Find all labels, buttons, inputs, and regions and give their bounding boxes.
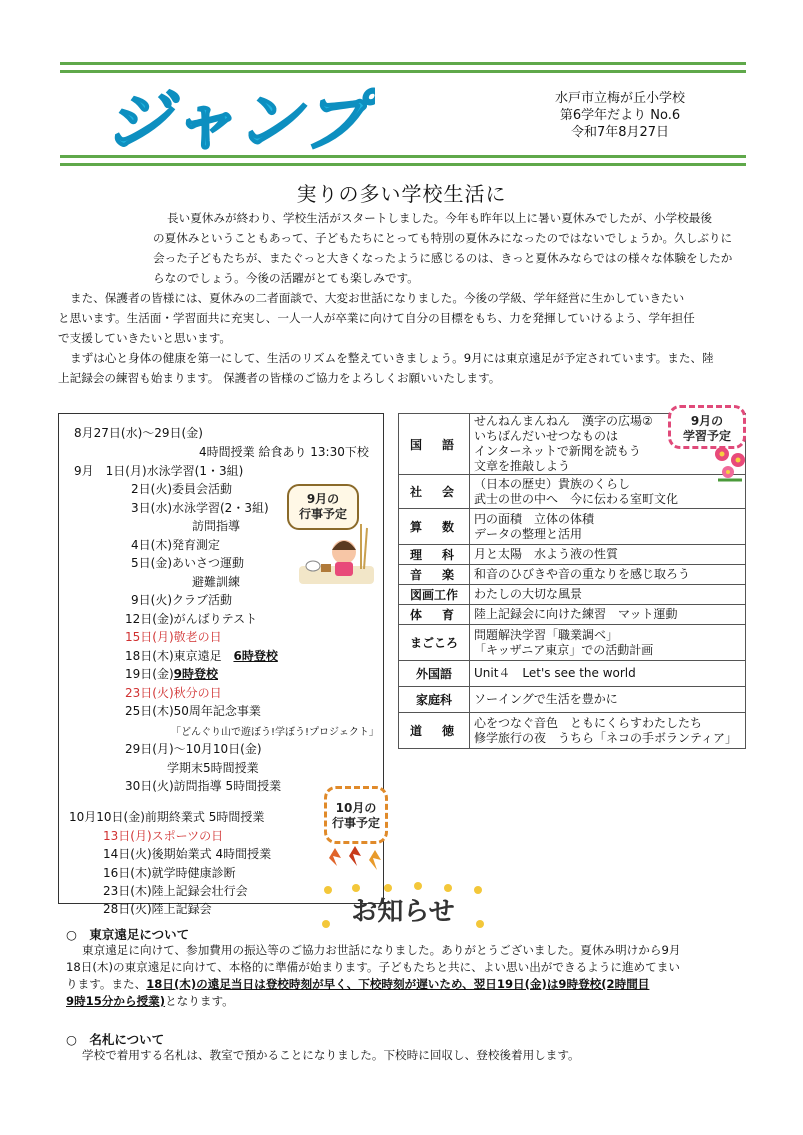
- badge-line: 9月の: [690, 414, 724, 428]
- notice-line: 学校で着用する名札は、教室で預かることになりました。下校時に回収し、登校後着用します。: [82, 1048, 580, 1062]
- study-content-line: 心をつなぐ音色 ともにくらすわたしたち: [474, 715, 703, 730]
- schedule-row: 5日(金)あいさつ運動: [131, 556, 244, 570]
- study-subject: 道 徳: [399, 713, 470, 749]
- schedule-row: 16日(木)就学時健康診断: [103, 866, 236, 880]
- schedule-row: 4日(木)発育測定: [131, 538, 220, 552]
- study-content-line: （日本の歴史）貴族のくらし: [474, 476, 631, 491]
- study-content-line: ソーイングで生活を豊かに: [474, 692, 618, 706]
- study-subject: 音 楽: [399, 565, 470, 585]
- study-content-line: 文章を推敲しよう: [474, 459, 571, 473]
- main-title: 実りの多い学校生活に: [296, 182, 507, 206]
- schedule-row: 2日(火)委員会活動: [131, 482, 232, 496]
- study-row: [399, 585, 746, 605]
- badge-line: 9月の: [306, 492, 340, 506]
- notice-text: ります。また、: [66, 977, 147, 991]
- october-events-badge: [324, 786, 388, 844]
- study-content-line: 武士の世の中へ 今に伝わる室町文化: [474, 491, 679, 506]
- schedule-row: 25日(木)50周年記念事業: [125, 704, 261, 718]
- schedule-row: 8月27日(水)～29日(金): [74, 426, 203, 440]
- study-content: [470, 565, 746, 585]
- badge-line: 学習予定: [682, 429, 731, 443]
- schedule-row: 30日(火)訪問指導 5時間授業: [125, 779, 282, 793]
- study-content-line: 陸上記録会に向けた練習 マット運動: [474, 607, 678, 621]
- schedule-row: 23日(木)陸上記録会壮行会: [103, 884, 248, 898]
- study-content: [470, 661, 746, 687]
- study-content-line: Unit４ Let's see the world: [474, 666, 636, 680]
- intro-line: 会った子どもたちが、またぐっと大きくなったように感じるのは、きっと夏休みならではの様々な体験をしたか: [153, 251, 733, 265]
- notice-line: [66, 976, 756, 993]
- study-content: [470, 605, 746, 625]
- schedule-row-holiday: 13日(月)スポーツの日: [103, 829, 224, 843]
- schedule-row: 3日(水)水泳学習(2・3組): [131, 501, 269, 515]
- study-content: [470, 509, 746, 545]
- notice-line: 東京遠足に向けて、参加費用の振込等のご協力お世話になりました。ありがとうございました。夏休み明けから9月: [82, 943, 681, 957]
- study-row: [399, 565, 746, 585]
- intro-line: の夏休みということもあって、子どもたちにとっても特別の夏休みになったのではないでしょうか。久しぶりに: [153, 231, 733, 245]
- study-content-line: データの整理と活用: [474, 526, 583, 541]
- notice-heading: [318, 880, 488, 932]
- study-subject: 外国語: [399, 661, 470, 687]
- notice-emphasis: 18日(木)の遠足当日は登校時刻が早く、下校時刻が遅いため、翌日19日(金)は9時登校(2時間目: [146, 977, 650, 991]
- study-plan-table: [398, 413, 746, 749]
- schedule-row: 9月 1日(月)水泳学習(1・3組): [74, 464, 244, 478]
- notice-emphasis: 9時15分から授業): [66, 994, 166, 1008]
- study-content-line: 「キッザニア東京」での活動計画: [474, 642, 654, 657]
- schedule-row: [125, 665, 218, 682]
- study-content-line: 円の面積 立体の体積: [474, 511, 595, 526]
- notice-line: 18日(木)の東京遠足に向けて、本格的に準備が始まります。子どもたちと共に、よい思い出ができるように進めてまい: [66, 960, 680, 974]
- study-row: [399, 687, 746, 713]
- study-subject: 家庭科: [399, 687, 470, 713]
- notice-title-name-tag: ○ 名札について: [66, 1032, 165, 1047]
- study-content-line: 修学旅行の夜 うちら「ネコの手ボランティア」: [474, 730, 738, 745]
- study-content: [470, 625, 746, 661]
- schedule-row: 学期末5時間授業: [167, 761, 259, 775]
- study-row: [399, 509, 746, 545]
- schedule-row-holiday: 15日(月)敬老の日: [125, 630, 222, 644]
- notice-body-tokyo-trip: [66, 942, 756, 1010]
- schedule-text: 18日(木)東京遠足: [125, 649, 222, 663]
- study-row: [399, 475, 746, 509]
- study-content: [470, 585, 746, 605]
- intro-line: で支援していきたいと思います。: [58, 331, 231, 345]
- study-content-line: 月と太陽 水よう液の性質: [474, 547, 619, 561]
- schedule-row-holiday: 23日(火)秋分の日: [125, 686, 222, 700]
- study-content-line: せんねんまんねん 漢字の広場②: [474, 414, 653, 428]
- newsletter-number: 第6学年だより No.6: [559, 108, 681, 123]
- schedule-emphasis: 9時登校: [173, 667, 218, 681]
- study-row: [399, 713, 746, 749]
- study-subject: 体 育: [399, 605, 470, 625]
- schedule-row: 9日(火)クラブ活動: [131, 593, 232, 607]
- study-row: [399, 545, 746, 565]
- flower-icon: [710, 440, 750, 484]
- study-subject: 社 会: [399, 475, 470, 509]
- autumn-leaves-icon: [327, 844, 387, 872]
- intro-line: また、保護者の皆様には、夏休みの二者面談で、大変お世話になりました。今後の学級、学年経営に生かしていきたい: [70, 291, 685, 305]
- study-row: [399, 625, 746, 661]
- study-subject: まごころ: [399, 625, 470, 661]
- header-line-bottom-2: [60, 163, 746, 166]
- schedule-row: 29日(月)～10月10日(金): [125, 742, 262, 756]
- notice-body-name-tag: [66, 1047, 756, 1064]
- intro-line: らなのでしょう。今後の活躍がとても楽しみです。: [153, 271, 419, 285]
- logo-text: ジャンプ: [105, 83, 368, 158]
- schedule-row: 「どんぐり山で遊ぼう!学ぼう!プロジェクト」: [171, 727, 379, 738]
- study-subject: 算 数: [399, 509, 470, 545]
- intro-line: まずは心と身体の健康を第一にして、生活のリズムを整えていきましょう。9月には東京遠足が予定されています。また、陸: [70, 351, 714, 365]
- badge-line: 10月の: [335, 801, 377, 815]
- schedule-row: 避難訓練: [192, 575, 241, 589]
- study-row: [399, 661, 746, 687]
- schedule-row: 14日(火)後期始業式 4時間授業: [103, 847, 272, 861]
- study-subject: 図画工作: [399, 585, 470, 605]
- notice-line: [66, 993, 756, 1010]
- study-content-line: インターネットで新聞を読もう: [474, 444, 641, 458]
- event-schedule-box: [58, 413, 384, 916]
- schedule-row: [125, 647, 278, 664]
- study-content-line: 問題解決学習「職業調べ」: [474, 627, 619, 642]
- study-content: [470, 713, 746, 749]
- notice-text: となります。: [165, 994, 234, 1008]
- schedule-row: 10月10日(金)前期終業式 5時間授業: [69, 810, 265, 824]
- intro-line: 長い夏休みが終わり、学校生活がスタートしました。今年も昨年以上に暑い夏休みでしたが、小学校最後: [167, 211, 712, 225]
- study-content: [470, 687, 746, 713]
- schedule-row: 12日(金)がんばりテスト: [125, 612, 258, 626]
- header-line-top-2: [60, 70, 746, 73]
- school-name: 水戸市立梅が丘小学校: [554, 91, 685, 106]
- schedule-row: 28日(火)陸上記録会: [103, 902, 212, 916]
- study-content: [470, 475, 746, 509]
- study-content: [470, 545, 746, 565]
- issue-date: 令和7年8月27日: [570, 125, 670, 140]
- notice-heading-text: お知らせ: [351, 897, 455, 927]
- study-content-line: いちばんだいせつなものは: [474, 429, 619, 443]
- moon-viewing-illustration: [299, 514, 374, 584]
- intro-line: 上記録会の練習も始まります。 保護者の皆様のご協力をよろしくお願いいたします。: [58, 371, 501, 385]
- schedule-text: 19日(金): [125, 667, 174, 681]
- header-line-top-1: [60, 62, 746, 65]
- notice-title-tokyo-trip: ○ 東京遠足について: [66, 927, 190, 942]
- school-info: [520, 90, 720, 141]
- badge-line: 行事予定: [298, 507, 347, 521]
- schedule-row: 訪問指導: [192, 519, 241, 533]
- study-row: [399, 605, 746, 625]
- intro-line: と思います。生活面・学習面共に充実し、一人一人が卒業に向けて自分の目標をもち、力を発揮していけるよう、学年担任: [58, 311, 695, 325]
- study-content-line: 和音のひびきや音の重なりを感じ取ろう: [474, 567, 691, 581]
- schedule-row: 4時間授業 給食あり 13:30下校: [199, 445, 369, 459]
- study-content-line: わたしの大切な風景: [474, 587, 583, 601]
- intro-text: [58, 208, 768, 388]
- study-subject: 理 科: [399, 545, 470, 565]
- badge-line: 行事予定: [331, 816, 380, 830]
- study-subject: 国 語: [399, 414, 470, 475]
- jump-logo: [105, 78, 375, 158]
- schedule-emphasis: 6時登校: [233, 649, 278, 663]
